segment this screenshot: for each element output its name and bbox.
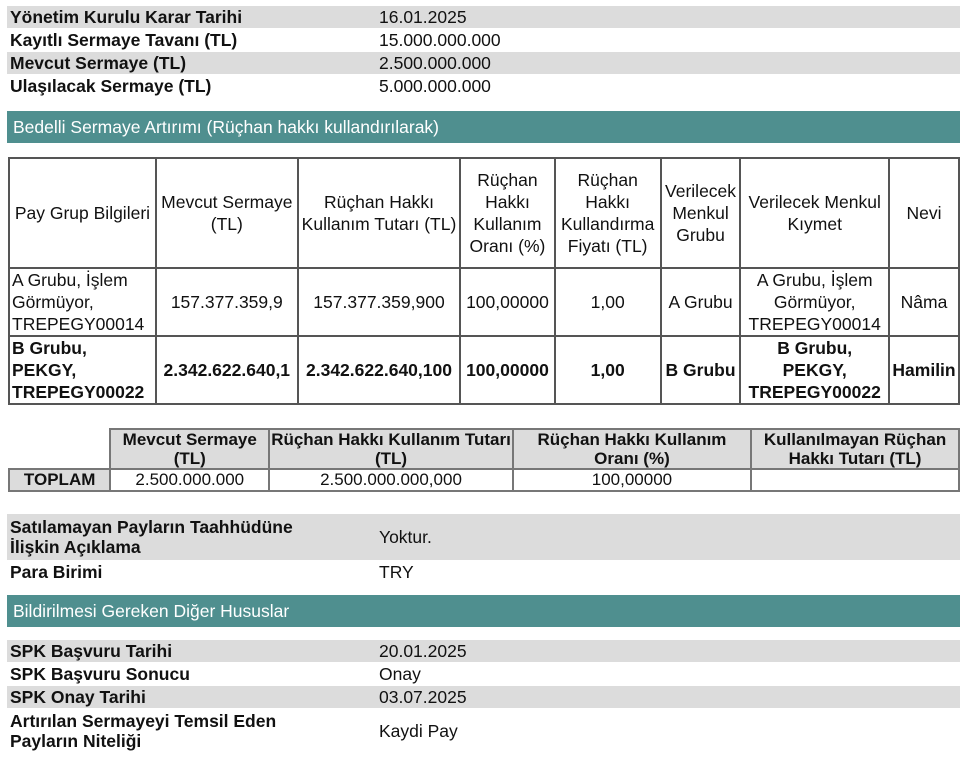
column-header: Verilecek Menkul Grubu xyxy=(661,158,741,268)
info-label: Yönetim Kurulu Karar Tarihi xyxy=(10,7,243,27)
total-row xyxy=(9,469,959,491)
total-label: TOPLAM xyxy=(9,469,110,491)
total-table xyxy=(8,428,960,492)
table-cell: A Grubu, İşlem Görmüyor, TREPEGY00014 xyxy=(740,268,889,336)
table-cell: 157.377.359,900 xyxy=(298,268,461,336)
table-cell: 100,00000 xyxy=(460,336,554,404)
column-header: Pay Grup Bilgileri xyxy=(9,158,156,268)
info-label: Mevcut Sermaye (TL) xyxy=(10,53,187,73)
spk-info xyxy=(7,640,960,754)
table-cell: Hamilin xyxy=(889,336,959,404)
column-header: Rüçhan Hakkı Kullanım Oranı (%) xyxy=(513,429,751,469)
info-label: SPK Başvuru Tarihi xyxy=(10,641,173,661)
info-value: 16.01.2025 xyxy=(379,7,467,27)
blank-cell xyxy=(9,429,110,469)
table-cell: B Grubu, PEKGY, TREPEGY00022 xyxy=(740,336,889,404)
info-value: 15.000.000.000 xyxy=(379,30,501,50)
table-cell: 100,00000 xyxy=(460,268,554,336)
column-header: Mevcut Sermaye (TL) xyxy=(156,158,298,268)
info-value: 2.500.000.000 xyxy=(379,53,491,73)
table-cell: B Grubu, PEKGY, TREPEGY00022 xyxy=(9,336,156,404)
column-header: Verilecek Menkul Kıymet xyxy=(740,158,889,268)
capital-info xyxy=(7,6,960,98)
total-value: 100,00000 xyxy=(513,469,751,491)
rights-table xyxy=(8,157,960,405)
info-value: TRY xyxy=(379,562,414,582)
info-label: SPK Başvuru Sonucu xyxy=(10,664,190,684)
info-row xyxy=(7,6,960,28)
table-row xyxy=(9,336,959,404)
info-label: Artırılan Sermayeyi Temsil Eden Payların Niteliği xyxy=(10,711,277,751)
info-label: Ulaşılacak Sermaye (TL) xyxy=(10,76,212,96)
table-cell: 157.377.359,9 xyxy=(156,268,298,336)
total-value: 2.500.000.000,000 xyxy=(269,469,513,491)
info-label: Para Birimi xyxy=(10,562,103,582)
column-header: Nevi xyxy=(889,158,959,268)
total-header-row xyxy=(9,429,959,469)
column-header: Mevcut Sermaye (TL) xyxy=(110,429,269,469)
info-value: 03.07.2025 xyxy=(379,687,467,707)
table-cell: B Grubu xyxy=(661,336,741,404)
column-header: Rüçhan Hakkı Kullanım Tutarı (TL) xyxy=(271,430,511,468)
section-header-other-matters: Bildirilmesi Gereken Diğer Hususlar xyxy=(7,595,960,627)
column-header: Rüçhan Hakkı Kullanım Tutarı (TL) xyxy=(298,158,461,268)
total-value xyxy=(751,469,959,491)
offering-info xyxy=(7,514,960,584)
info-row xyxy=(7,28,960,52)
table-cell: 1,00 xyxy=(555,268,661,336)
table-cell: A Grubu, İşlem Görmüyor, TREPEGY00014 xyxy=(9,268,156,336)
info-row xyxy=(7,708,960,754)
table-cell: 2.342.622.640,100 xyxy=(298,336,461,404)
info-row xyxy=(7,74,960,98)
column-header: Rüçhan Hakkı Kullanım Oranı (%) xyxy=(460,158,554,268)
info-value: 20.01.2025 xyxy=(379,641,467,661)
info-row xyxy=(7,662,960,686)
info-value: Yoktur. xyxy=(379,527,432,547)
info-value: Onay xyxy=(379,664,421,684)
info-value: 5.000.000.000 xyxy=(379,76,491,96)
table-cell: 2.342.622.640,1 xyxy=(156,336,298,404)
table-cell: A Grubu xyxy=(661,268,741,336)
table-row xyxy=(9,268,959,336)
info-row xyxy=(7,686,960,708)
info-value: Kaydi Pay xyxy=(379,721,458,741)
section-header-rights-issue: Bedelli Sermaye Artırımı (Rüçhan hakkı kullandırılarak) xyxy=(7,111,960,143)
info-label: Kayıtlı Sermaye Tavanı (TL) xyxy=(10,30,238,50)
info-row xyxy=(7,52,960,74)
info-label: Satılamayan Payların Taahhüdüne İlişkin Açıklama xyxy=(10,517,293,557)
table-header-row xyxy=(9,158,959,268)
table-cell: Nâma xyxy=(889,268,959,336)
table-cell: 1,00 xyxy=(555,336,661,404)
info-row xyxy=(7,640,960,662)
info-row xyxy=(7,560,960,584)
total-value: 2.500.000.000 xyxy=(110,469,269,491)
column-header: Rüçhan Hakkı Kullandırma Fiyatı (TL) xyxy=(555,158,661,268)
info-row xyxy=(7,514,960,560)
info-label: SPK Onay Tarihi xyxy=(10,687,146,707)
column-header: Kullanılmayan Rüçhan Hakkı Tutarı (TL) xyxy=(751,429,959,469)
